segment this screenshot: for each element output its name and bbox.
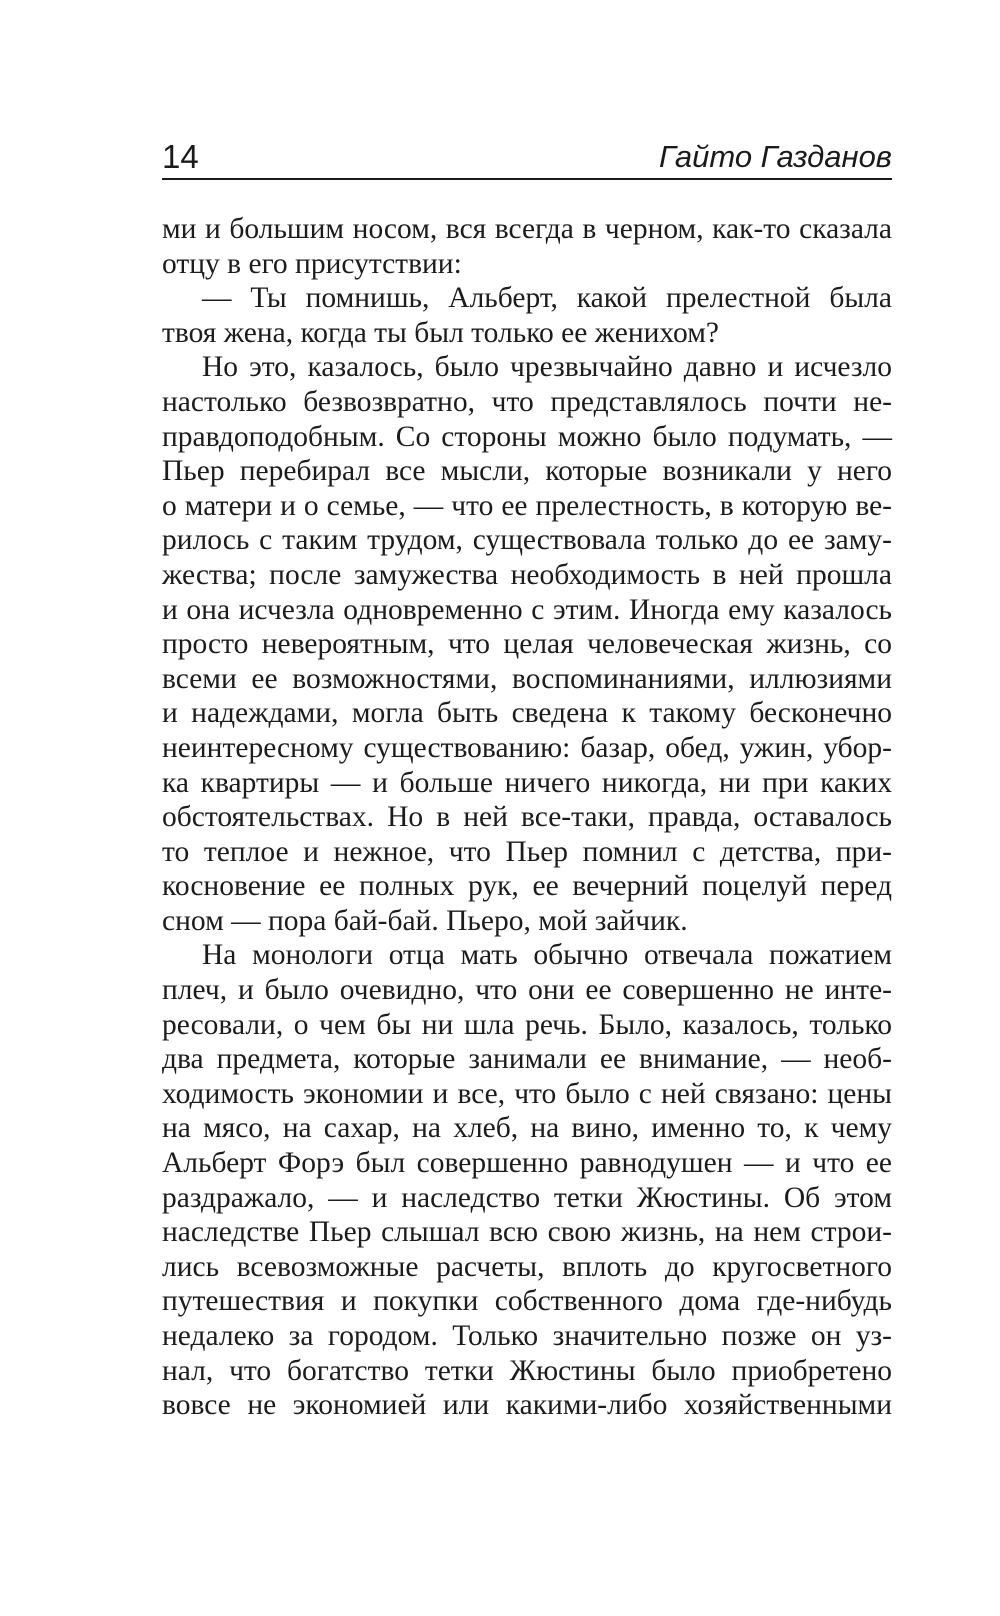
text-line: ка квартиры — и больше ничего никогда, ни при каких <box>162 766 892 799</box>
text-line: рилось с таким трудом, существовала только до ее заму- <box>162 524 892 557</box>
text-line: на мясо, на сахар, на хлеб, на вино, именно то, к чему <box>162 1112 892 1145</box>
running-head <box>162 136 892 178</box>
header-rule <box>162 178 892 180</box>
text-line: настолько безвозвратно, что представлялось почти не- <box>162 385 892 418</box>
text-line: — Ты помнишь, Альберт, какой прелестной была <box>202 282 892 315</box>
text-line: вовсе не экономией или какими-либо хозяйственными <box>162 1389 892 1422</box>
text-line: два предмета, которые занимали ее внимание, — необ- <box>162 1043 892 1076</box>
text-line: ходимость экономии и все, что было с ней связано: цены <box>162 1077 892 1110</box>
text-line: ми и большим носом, вся всегда в черном, как-то сказала <box>162 213 892 245</box>
text-line: и она исчезла одновременно с этим. Иногда ему казалось <box>162 593 892 626</box>
text-line: просто невероятным, что целая человеческая жизнь, со <box>162 628 892 661</box>
text-line: неинтересному существованию: базар, обед, ужин, убор- <box>162 731 892 764</box>
text-line: ресовали, о чем бы ни шла речь. Было, казалось, только <box>162 1008 892 1041</box>
text-line: На монологи отца мать обычно отвечала пожатием <box>202 939 892 972</box>
body-text <box>162 212 892 1423</box>
text-line: сном — пора бай-бай. Пьеро, мой зайчик. <box>162 904 688 937</box>
text-line: обстоятельствах. Но в ней все-таки, правда, оставалось <box>162 801 892 834</box>
text-line: путешествия и покупки собственного дома где-нибудь <box>162 1285 892 1318</box>
text-line: недалеко за городом. Только значительно позже он уз- <box>162 1320 892 1352</box>
text-line: и надеждами, могла быть сведена к такому бесконечно <box>162 697 892 730</box>
text-line: жества; после замужества необходимость в ней прошла <box>162 558 892 591</box>
text-line: всеми ее возможностями, воспоминаниями, иллюзиями <box>162 662 892 695</box>
text-line: плеч, и было очевидно, что они ее совершенно не инте- <box>162 974 892 1007</box>
text-line: косновение ее полных рук, ее вечерний поцелуй перед <box>162 870 892 903</box>
text-line: нал, что богатство тетки Жюстины было приобретено <box>162 1354 892 1387</box>
text-line: Но это, казалось, было чрезвычайно давно и исчезло <box>202 351 892 384</box>
text-line: Пьер перебирал все мысли, которые возникали у него <box>162 455 892 488</box>
page-number: 14 <box>162 138 199 175</box>
text-line: лись всевозможные расчеты, вплоть до кругосветного <box>162 1250 892 1283</box>
text-line: то теплое и нежное, что Пьер помнил с детства, при- <box>162 835 892 868</box>
text-line: о матери и о семье, — что ее прелестность, в которую ве- <box>162 489 892 522</box>
text-line: твоя жена, когда ты был только ее женихом? <box>162 316 719 349</box>
text-line: раздражало, — и наследство тетки Жюстины. Об этом <box>162 1181 892 1214</box>
text-line: отцу в его присутствии: <box>162 247 462 280</box>
text-line: Альберт Форэ был совершенно равнодушен — и что ее <box>162 1147 892 1180</box>
text-line: наследстве Пьер слышал всю свою жизнь, на нем строи- <box>162 1216 892 1249</box>
running-head-author: Гайто Газданов <box>659 139 892 174</box>
text-line: правдоподобным. Со стороны можно было подумать, — <box>162 420 892 453</box>
